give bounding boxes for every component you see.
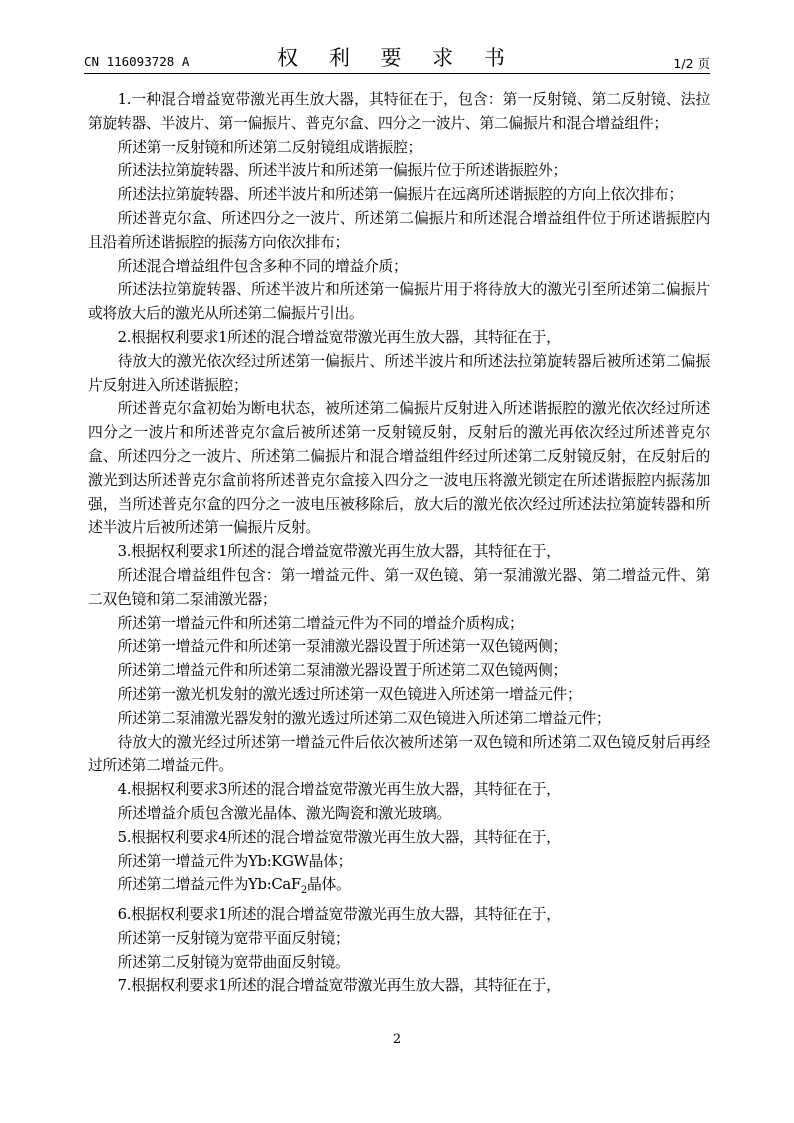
claim-paragraph: 所述第一反射镜和所述第二反射镜组成谐振腔； [117, 138, 423, 156]
claim-paragraph: 6.根据权利要求1所述的混合增益宽带激光再生放大器，其特征在于， [117, 906, 561, 924]
claim-paragraph: 所述法拉第旋转器、所述半波片和所述第一偏振片位于所述谐振腔外； [117, 162, 568, 180]
claim-paragraph: 2.根据权利要求1所述的混合增益宽带激光再生放大器，其特征在于， [117, 328, 561, 346]
claim-paragraph: 所述混合增益组件包含多种不同的增益介质； [117, 257, 408, 275]
claims-body [88, 88, 710, 998]
claim-paragraph: 所述混合增益组件包含：第一增益元件、第一双色镜、第一泵浦激光器、第二增益元件、第二双色镜和第二泵浦激光器； [88, 566, 710, 608]
claim-paragraph: 所述法拉第旋转器、所述半波片和所述第一偏振片在远离所述谐振腔的方向上依次排布； [117, 186, 683, 204]
claim-paragraph: 待放大的激光依次经过所述第一偏振片、所述半波片和所述法拉第旋转器后被所述第二偏振片反射进入所述谐振腔； [88, 352, 710, 394]
page-header [84, 42, 710, 74]
formula-text-before: 所述第二增益元件为Yb:CaF [117, 876, 301, 894]
header-rule [84, 73, 710, 74]
claim-paragraph: 待放大的激光经过所述第一增益元件后依次被所述第一双色镜和所述第二双色镜反射后再经过所述第二增益元件。 [88, 733, 710, 775]
formula-paragraph [88, 873, 710, 903]
claim-paragraph: 所述第一增益元件和所述第二增益元件为不同的增益介质构成； [117, 614, 524, 632]
page-count: 1/2 页 [673, 56, 710, 71]
claim-paragraph: 所述普克尔盒、所述四分之一波片、所述第二偏振片和所述混合增益组件位于所述谐振腔内且沿着所述谐振腔的振荡方向依次排布； [88, 209, 710, 251]
claim-paragraph: 所述法拉第旋转器、所述半波片和所述第一偏振片用于将待放大的激光引至所述第二偏振片或将放大后的激光从所述第二偏振片引出。 [88, 281, 710, 323]
page-number: 2 [392, 1032, 402, 1047]
claim-paragraph: 所述第二泵浦激光器发射的激光透过所述第二双色镜进入所述第二增益元件； [117, 709, 611, 727]
claim-paragraph: 所述第一增益元件为Yb:KGW晶体； [117, 852, 353, 870]
formula-text-after: 晶体。 [306, 876, 351, 894]
claim-paragraph: 3.根据权利要求1所述的混合增益宽带激光再生放大器，其特征在于， [117, 543, 561, 561]
claim-paragraph: 所述第二反射镜为宽带曲面反射镜。 [117, 953, 350, 971]
publication-number: CN 116093728 A [84, 54, 190, 69]
claim-paragraph: 7.根据权利要求1所述的混合增益宽带激光再生放大器，其特征在于， [117, 977, 561, 995]
claim-paragraph: 所述普克尔盒初始为断电状态，被所述第二偏振片反射进入所述谐振腔的激光依次经过所述四分之一波片和所述普克尔盒后被所述第一反射镜反射，反射后的激光再依次经过所述普克尔盒、所述四分之一波片、所述第二偏振片和混合增益组件经过所述第二反射镜反射，在反射后的激光到达所述普克尔盒前将所述普克尔盒接入四分之一波电压将激光锁定在所述谐振腔内振荡加强，当所述普克尔盒的四分之一波电压被移除后，放大后的激光依次经过所述法拉第旋转器和所述半波片后被所述第一偏振片反射。 [88, 400, 710, 537]
claim-paragraph: 4.根据权利要求3所述的混合增益宽带激光再生放大器，其特征在于， [117, 781, 561, 799]
claim-paragraph: 所述第二增益元件和所述第二泵浦激光器设置于所述第二双色镜两侧； [117, 662, 568, 680]
claim-paragraph: 所述第一激光机发射的激光透过所述第一双色镜进入所述第一增益元件； [117, 685, 582, 703]
claim-paragraph: 所述增益介质包含激光晶体、激光陶瓷和激光玻璃。 [117, 804, 452, 822]
formula-subscript: 2 [300, 885, 307, 897]
claim-paragraph: 5.根据权利要求4所述的混合增益宽带激光再生放大器，其特征在于， [117, 828, 561, 846]
claim-paragraph: 1.一种混合增益宽带激光再生放大器，其特征在于，包含：第一反射镜、第二反射镜、法拉第旋转器、半波片、第一偏振片、普克尔盒、四分之一波片、第二偏振片和混合增益组件； [88, 91, 710, 132]
claim-paragraph: 所述第一反射镜为宽带平面反射镜； [117, 929, 350, 947]
claim-paragraph: 所述第一增益元件和所述第一泵浦激光器设置于所述第一双色镜两侧； [117, 638, 568, 656]
document-title: 权 利 要 求 书 [277, 46, 517, 70]
